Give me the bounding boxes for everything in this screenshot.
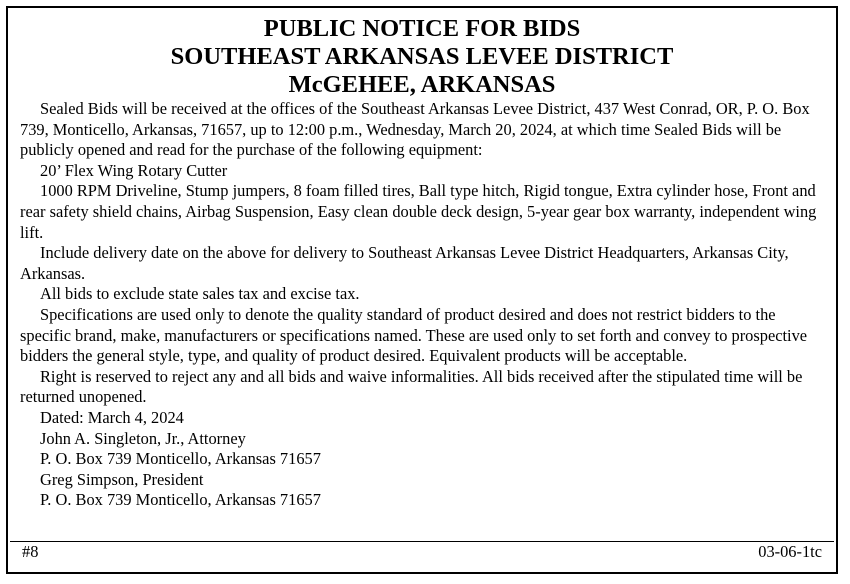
delivery-paragraph: Include delivery date on the above for delivery to Southeast Arkansas Levee District Headquarters, Arkansas City, Arkansas. [20,243,789,283]
dated-line: Dated: March 4, 2024 [40,407,184,427]
attorney-address: P. O. Box 739 Monticello, Arkansas 71657 [40,449,321,469]
notice-footer [10,541,834,562]
notice-body [20,99,824,511]
district-location: McGEHEE, ARKANSAS [288,71,556,98]
rights-paragraph: Right is reserved to reject any and all bids and waive informalities. All bids received after the stipulated time will be returned unopened. [20,366,803,407]
bid-intro-paragraph: Sealed Bids will be received at the offices of the Southeast Arkansas Levee District, 437 West Conrad, OR, P. O. Box 739, Monticello, Arkansas, 71657, up to 12:00 p.m., Wednesday, March 20, 2024, at which time Sealed Bids will be publicly opened and read for the purchase of the following equipment: [20,99,810,160]
run-code: 03-06-1tc [758,542,822,561]
attorney-name: John A. Singleton, Jr., Attorney [40,428,246,448]
president-address: P. O. Box 739 Monticello, Arkansas 71657 [40,490,321,510]
equipment-item: 20’ Flex Wing Rotary Cutter [40,160,228,180]
equipment-specs-paragraph: 1000 RPM Driveline, Stump jumpers, 8 foam filled tires, Ball type hitch, Rigid tongue, Extra cylinder hose, Front and rear safety shield chains, Airbag Suspension, Easy clean double deck design, 5-year gear box warranty, independent wing lift. [20,181,817,242]
tax-paragraph: All bids to exclude state sales tax and excise tax. [40,284,360,304]
public-notice [6,6,838,574]
specifications-paragraph: Specifications are used only to denote the quality standard of product desired and does not restrict bidders to the specific brand, make, manufacturers or specifications named. These are used only to set forth and convey to prospective bidders the general style, type, and quality of product desired. Equivalent products will be acceptable. [20,304,808,366]
ad-number: #8 [22,542,39,561]
president-name: Greg Simpson, President [40,469,204,489]
district-name: SOUTHEAST ARKANSAS LEVEE DISTRICT [170,43,674,70]
notice-title: PUBLIC NOTICE FOR BIDS [263,15,581,42]
